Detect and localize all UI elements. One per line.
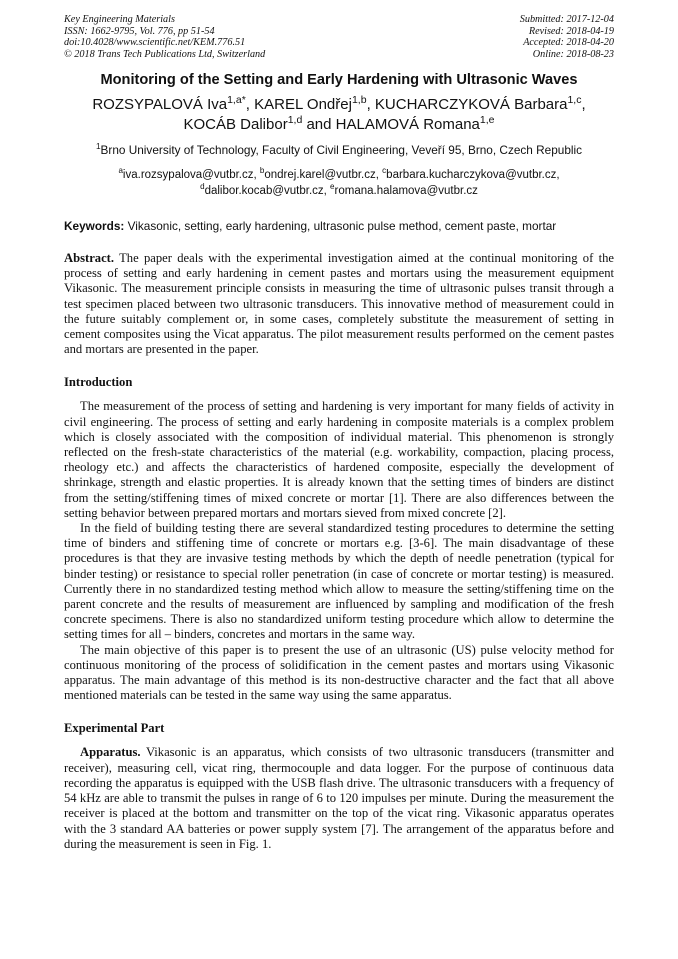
email-link[interactable]: barbara.kucharczykova@vutbr.cz, bbox=[386, 169, 560, 181]
journal-issn: ISSN: 1662-9795, Vol. 776, pp 51-54 bbox=[64, 25, 215, 37]
author-name: KOCÁB Dalibor bbox=[183, 116, 288, 133]
author-separator: , bbox=[581, 96, 586, 113]
affiliation-marker: 1 bbox=[95, 142, 101, 152]
paper-page bbox=[64, 14, 614, 852]
email-marker: a bbox=[118, 166, 123, 176]
date-accepted: Accepted: 2018-04-20 bbox=[523, 37, 614, 48]
section-heading-experimental: Experimental Part bbox=[64, 721, 165, 736]
apparatus-text: Vikasonic is an apparatus, which consists of two ultrasonic transducers (transmitter and receiver), measuring cell, vicat ring, thermocouple and data logger. For the purpose of continuous data recording the apparatus is equipped with the USB flash drive. The ultrasonic transducers with a frequency of 54 kHz are able to transmit the pulses in range of 6 to 120 impulses per minute. During the measurement the receiver is placed at the bottom and transmitter on the top of the vicat ring. Vikasonic apparatus operates with the 3 standard AA batteries or power supply system [7]. The arrangement of the apparatus before and during the measurement is seen in Fig. 1. bbox=[64, 745, 614, 851]
email-link[interactable]: romana.halamova@vutbr.cz bbox=[334, 185, 478, 197]
keywords-text: Vikasonic, setting, early hardening, ultrasonic pulse method, cement paste, mortar bbox=[124, 219, 557, 233]
affiliation-text: Brno University of Technology, Faculty of Civil Engineering, Veveří 95, Brno, Czech Republic bbox=[100, 143, 583, 157]
apparatus-paragraph bbox=[64, 745, 614, 851]
author-affil-marker: 1,c bbox=[567, 94, 582, 106]
journal-copyright: © 2018 Trans Tech Publications Ltd, Switzerland bbox=[64, 48, 266, 60]
email-marker: d bbox=[200, 182, 205, 192]
email-link[interactable]: ondrej.karel@vutbr.cz, bbox=[264, 169, 383, 181]
journal-info bbox=[64, 14, 265, 60]
intro-paragraph: The main objective of this paper is to present the use of an ultrasonic (US) pulse velocity method for continuous monitoring of the process of solidification in the cement pastes and mortars using Vikasonic apparatus. The main advantage of this method is its non-destructive character and the fact that all above mentioned materials can be tested in the same way using the same apparatus. bbox=[64, 642, 614, 703]
journal-doi: doi:10.4028/www.scientific.net/KEM.776.51 bbox=[64, 37, 246, 48]
paper-title: Monitoring of the Setting and Early Hardening with Ultrasonic Waves bbox=[100, 72, 578, 88]
author-separator: , bbox=[366, 96, 375, 113]
email-marker: b bbox=[259, 166, 265, 176]
journal-header bbox=[64, 14, 614, 60]
email-link[interactable]: dalibor.kocab@vutbr.cz, bbox=[204, 185, 331, 197]
abstract-label: Abstract. bbox=[64, 251, 115, 265]
author-list bbox=[64, 95, 614, 135]
date-submitted: Submitted: 2017-12-04 bbox=[519, 14, 614, 25]
email-link[interactable]: iva.rozsypalova@vutbr.cz, bbox=[122, 169, 260, 181]
keywords-label: Keywords: bbox=[64, 219, 125, 233]
author-affil-marker: 1,e bbox=[479, 114, 495, 126]
author-affil-marker: 1,b bbox=[351, 94, 367, 106]
author-name: HALAMOVÁ Romana bbox=[335, 116, 480, 133]
intro-paragraph: The measurement of the process of setting and hardening is very important for many fields of activity in civil engineering. The process of setting and early hardening in composite materials is a complex problem which is closely associated with the composition of individual material. This phenomenon is strongly reflected on the fresh-state characteristics of the material (e.g. workability, compaction, placing process, rheology etc.) and affects the characteristics of hardened composite, especially the development of shrinkage, strength and elastic properties. It is already known that the setting times of binders are distinct from the setting/stiffening times of mixed concrete or mortar [1]. There are also differences between the setting behavior between prepared mortars and mortars sieved from mixed concrete [2]. bbox=[64, 399, 614, 520]
author-name: KUCHARCZYKOVÁ Barbara bbox=[374, 96, 568, 113]
keywords bbox=[64, 219, 614, 233]
author-separator: and bbox=[302, 116, 336, 133]
section-heading-introduction: Introduction bbox=[64, 375, 133, 390]
intro-paragraph: In the field of building testing there are several standardized testing procedures to determine the setting time of binders and stiffening time of concrete or mortars e.g. [3-6]. The main disadvantage of these procedures is that they are invasive testing methods by which the depth of needle penetration (typical for binder testing) or resistance to special roller penetration (in case of concrete or mortar testing) is measured. Currently there in no standardized testing method which allow to measure the setting/stiffening time on the parent concrete and the results of measurement are influenced by sampling and modification of the fresh concrete specimens. There is also no standardized uniform testing procedure which allow to determine the setting times for all – binders, concretes and mortars in the same way. bbox=[64, 521, 614, 642]
abstract-text: The paper deals with the experimental investigation aimed at the continual monitoring of the process of setting and early hardening in cement pastes and mortars using the measurement equipment Vikasonic. The measurement principle consists in measuring the time of ultrasonic pulses transit through a test specimen placed between two ultrasonic transducers. This innovative method of measurement could in the future suitably complement or, in some cases, completely substitute the measurement of setting in cement composites using the Vicat apparatus. The pilot measurement results performed on the cement pastes and mortars are presented in the paper. bbox=[64, 251, 614, 357]
affiliation bbox=[64, 143, 614, 157]
email-marker: e bbox=[330, 182, 335, 192]
author-separator: , bbox=[245, 96, 255, 113]
submission-dates bbox=[520, 14, 614, 60]
date-online: Online: 2018-08-23 bbox=[532, 48, 614, 60]
email-list bbox=[64, 167, 614, 199]
author-name: ROZSYPALOVÁ Iva bbox=[92, 96, 228, 113]
author-name: KAREL Ondřej bbox=[254, 96, 352, 113]
journal-name: Key Engineering Materials bbox=[64, 14, 175, 25]
date-revised: Revised: 2018-04-19 bbox=[528, 25, 614, 37]
author-affil-marker: 1,a* bbox=[227, 94, 246, 106]
email-marker: c bbox=[382, 166, 387, 176]
abstract bbox=[64, 251, 614, 357]
author-affil-marker: 1,d bbox=[287, 114, 303, 126]
apparatus-label: Apparatus. bbox=[80, 745, 141, 760]
